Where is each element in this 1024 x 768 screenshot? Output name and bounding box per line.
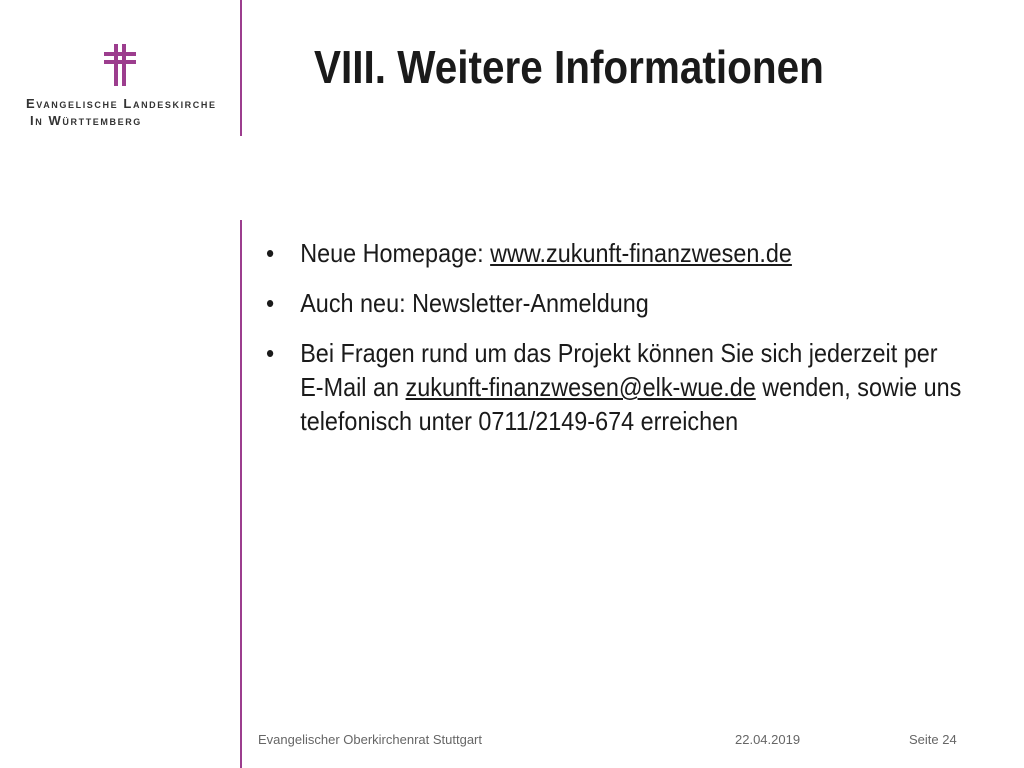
footer-date: 22.04.2019: [735, 732, 801, 747]
bullet-icon: •: [266, 338, 275, 368]
page-number: 24: [942, 732, 957, 747]
divider-line-main: [240, 220, 242, 768]
page-label: Seite: [909, 732, 939, 747]
bullet-text: Neue Homepage:: [300, 238, 491, 268]
bullet-contact: [266, 336, 966, 438]
footer-page: [909, 732, 957, 747]
slide-title: VIII. Weitere Informationen: [314, 41, 824, 93]
bullet-text: Bei Fragen rund um das Projekt können Sie sich jederzeit per E-Mail an: [300, 338, 938, 402]
bullet-homepage: [266, 236, 966, 270]
email-link[interactable]: zukunft-finanzwesen@elk-wue.de: [405, 372, 756, 402]
cross-icon: [104, 44, 136, 86]
bullet-newsletter: [266, 286, 966, 320]
logo-text-line1: Evangelische Landeskirche: [26, 96, 217, 111]
bullet-icon: •: [266, 288, 275, 318]
footer-organization: Evangelischer Oberkirchenrat Stuttgart: [258, 732, 482, 747]
church-logo: [0, 0, 240, 140]
bullet-icon: •: [266, 238, 275, 268]
bullet-text: Auch neu: Newsletter-Anmeldung: [300, 288, 649, 318]
bullet-text-suffix: wenden, sowie uns telefonisch unter 0711/2149-674 erreichen: [300, 372, 962, 436]
slide-content: [266, 236, 966, 454]
bullet-list: [266, 236, 966, 438]
logo-text-line2: In Württemberg: [30, 113, 142, 128]
divider-line-top: [240, 0, 242, 136]
homepage-link[interactable]: www.zukunft-finanzwesen.de: [490, 238, 792, 268]
